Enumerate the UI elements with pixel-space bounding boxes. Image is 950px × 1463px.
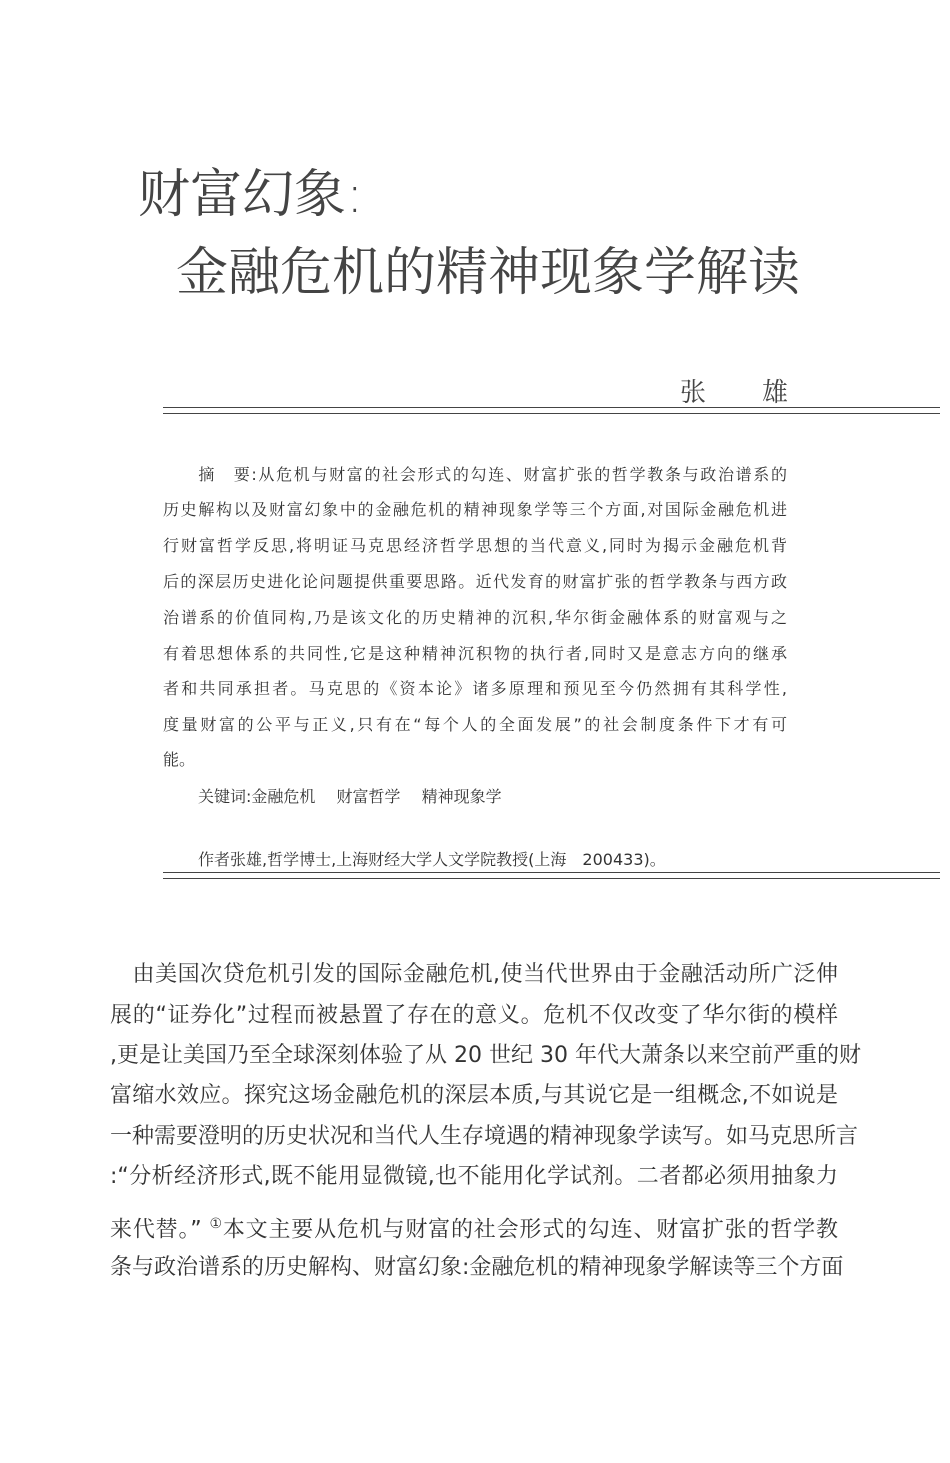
body-text: 本文主要从危机与财富的社会形式的勾连、财富扩张的哲学教	[222, 1217, 838, 1243]
body-line: ,更是让美国乃至全球深刻体验了从 20 世纪 30 年代大萧条以来空前严重的财	[110, 1043, 861, 1068]
abstract-line: 能。	[163, 750, 196, 769]
abstract-line: 后的深层历史进化论问题提供重要思路。近代发育的财富扩张的哲学教条与西方政	[163, 572, 787, 591]
abstract-line: 行财富哲学反思,将明证马克思经济哲学思想的当代意义,同时为揭示金融危机背	[163, 536, 787, 555]
abstract-line: 有着思想体系的共同性,它是这种精神沉积物的执行者,同时又是意志方向的继承	[163, 644, 787, 663]
author-note: 作者张雄,哲学博士,上海财经大学人文学院教授(上海 200433)。	[198, 850, 666, 869]
footnote-marker[interactable]: ①	[209, 1216, 223, 1232]
abstract-line: 者和共同承担者。马克思的《资本论》诸多原理和预见至今仍然拥有其科学性,	[163, 679, 787, 698]
body-line: 展的“证券化”过程而被悬置了存在的意义。危机不仅改变了华尔街的模样	[110, 1003, 838, 1028]
body-line: 富缩水效应。探究这场金融危机的深层本质,与其说它是一组概念,不如说是	[110, 1083, 838, 1108]
abstract-line: 摘 要:从危机与财富的社会形式的勾连、财富扩张的哲学教条与政治谱系的	[163, 465, 787, 484]
abstract-line: 历史解构以及财富幻象中的金融危机的精神现象学等三个方面,对国际金融危机进	[163, 500, 787, 519]
title-line-2: 金融危机的精神现象学解读	[176, 243, 801, 303]
author-name: 张雄	[680, 378, 845, 408]
keywords: 关键词:金融危机 财富哲学 精神现象学	[198, 787, 502, 806]
abstract-line: 度量财富的公平与正义,只有在“每个人的全面发展”的社会制度条件下才有可	[163, 715, 787, 734]
body-line: 一种需要澄明的历史状况和当代人生存境遇的精神现象学读写。如马克思所言	[110, 1124, 859, 1149]
title-line-1: 财富幻象:	[138, 165, 364, 225]
body-text: 来代替。”	[110, 1217, 210, 1243]
bottom-double-rule	[163, 872, 940, 879]
body-line	[110, 1210, 838, 1244]
top-double-rule	[163, 407, 940, 414]
body-line: :“分析经济形式,既不能用显微镜,也不能用化学试剂。二者都必须用抽象力	[110, 1164, 838, 1189]
body-line: 条与政治谱系的历史解构、财富幻象:金融危机的精神现象学解读等三个方面	[110, 1255, 844, 1280]
abstract-line: 治谱系的价值同构,乃是该文化的历史精神的沉积,华尔街金融体系的财富观与之	[163, 608, 787, 627]
body-line: 由美国次贷危机引发的国际金融危机,使当代世界由于金融活动所广泛伸	[110, 962, 838, 987]
